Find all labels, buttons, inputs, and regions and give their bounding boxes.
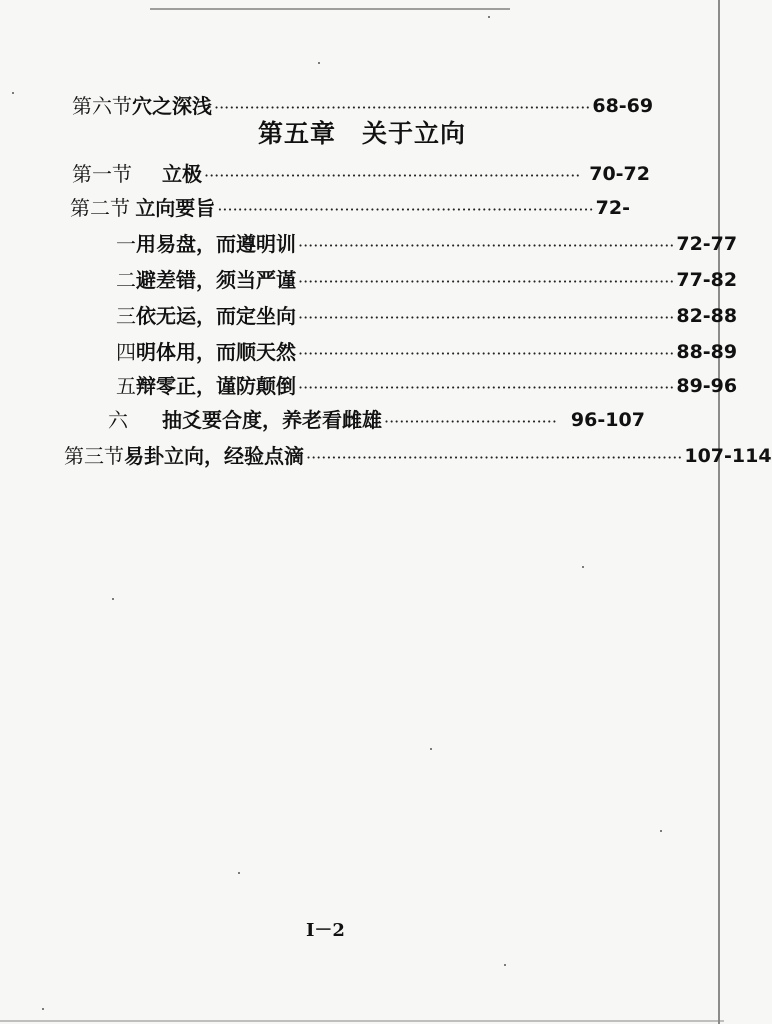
leader-dots: ··········································································	[298, 378, 675, 397]
toc-entry-label: 一	[116, 232, 136, 256]
toc-entry-title: 抽爻要合度，养老看雌雄	[162, 408, 382, 432]
toc-entry	[72, 152, 650, 186]
toc-entry	[64, 434, 772, 468]
toc-entry	[72, 84, 654, 118]
toc-entry-pages: 107-114	[684, 445, 772, 467]
toc-entry-label: 二	[116, 268, 136, 292]
scan-speck	[488, 16, 490, 18]
leader-dots: ··········································································	[306, 448, 683, 467]
toc-entry-pages: 96-107	[570, 409, 645, 431]
scan-speck	[318, 62, 320, 64]
toc-entry	[116, 222, 738, 256]
scan-edge-top	[150, 8, 510, 10]
leader-dots: ··········································································	[298, 344, 675, 363]
toc-entry	[116, 294, 738, 328]
toc-entry	[116, 258, 738, 292]
leader-dots: ··········································································	[298, 272, 675, 291]
toc-entry	[108, 398, 650, 432]
toc-entry-label: 五	[116, 374, 136, 398]
toc-entry-label: 第二节	[70, 196, 130, 220]
scan-edge-bottom	[0, 1020, 724, 1022]
leader-dots: ··········································································	[204, 166, 581, 185]
scan-speck	[582, 566, 584, 568]
leader-dots: ··········································································	[298, 308, 675, 327]
scan-edge-right	[718, 0, 720, 1024]
toc-entry-title: 易卦立向，经验点滴	[124, 444, 304, 468]
scan-speck	[430, 748, 432, 750]
toc-entry-label: 第三节	[64, 444, 124, 468]
page-number: I－2	[306, 920, 345, 941]
toc-entry	[116, 330, 738, 364]
toc-entry-pages: 70-72	[589, 163, 650, 185]
scan-speck	[504, 964, 506, 966]
scan-speck	[12, 92, 14, 94]
toc-entry-title: 立极	[162, 162, 202, 186]
chapter-heading: 第五章 关于立向	[258, 119, 467, 148]
toc-entry-label: 四	[116, 340, 136, 364]
toc-entry	[116, 364, 738, 398]
scan-speck	[660, 830, 662, 832]
toc-entry-title: 明体用，而顺天然	[136, 340, 296, 364]
scan-speck	[42, 1008, 44, 1010]
scan-speck	[112, 598, 114, 600]
toc-entry	[70, 186, 630, 220]
toc-entry-pages: 89-96	[676, 375, 738, 397]
leader-dots: ··········································································	[217, 200, 594, 219]
toc-entry-label: 第六节	[72, 94, 132, 118]
toc-entry-title: 辩零正，谨防颠倒	[136, 374, 296, 398]
toc-entry-pages: 68-69	[592, 95, 654, 117]
toc-entry-pages: 82-88	[676, 305, 738, 327]
toc-entry-title: 立向要旨	[135, 196, 216, 220]
toc-entry-title: 依无运，而定坐向	[136, 304, 296, 328]
toc-entry-label: 六	[108, 408, 128, 432]
toc-entry-label: 第一节	[72, 162, 132, 186]
toc-entry-title: 穴之深浅	[132, 94, 212, 118]
toc-entry-label: 三	[116, 304, 136, 328]
toc-entry-title: 避差错，须当严谨	[136, 268, 296, 292]
toc-entry-pages: 72-	[595, 197, 630, 219]
toc-entry-pages: 72-77	[676, 233, 738, 255]
toc-entry-title: 用易盘，而遵明训	[136, 232, 296, 256]
leader-dots: ··································	[384, 412, 557, 431]
toc-entry-pages: 88-89	[676, 341, 738, 363]
leader-dots: ··········································································	[298, 236, 675, 255]
toc-entry-pages: 77-82	[676, 269, 738, 291]
leader-dots: ··········································································	[214, 98, 591, 117]
scan-speck	[238, 872, 240, 874]
